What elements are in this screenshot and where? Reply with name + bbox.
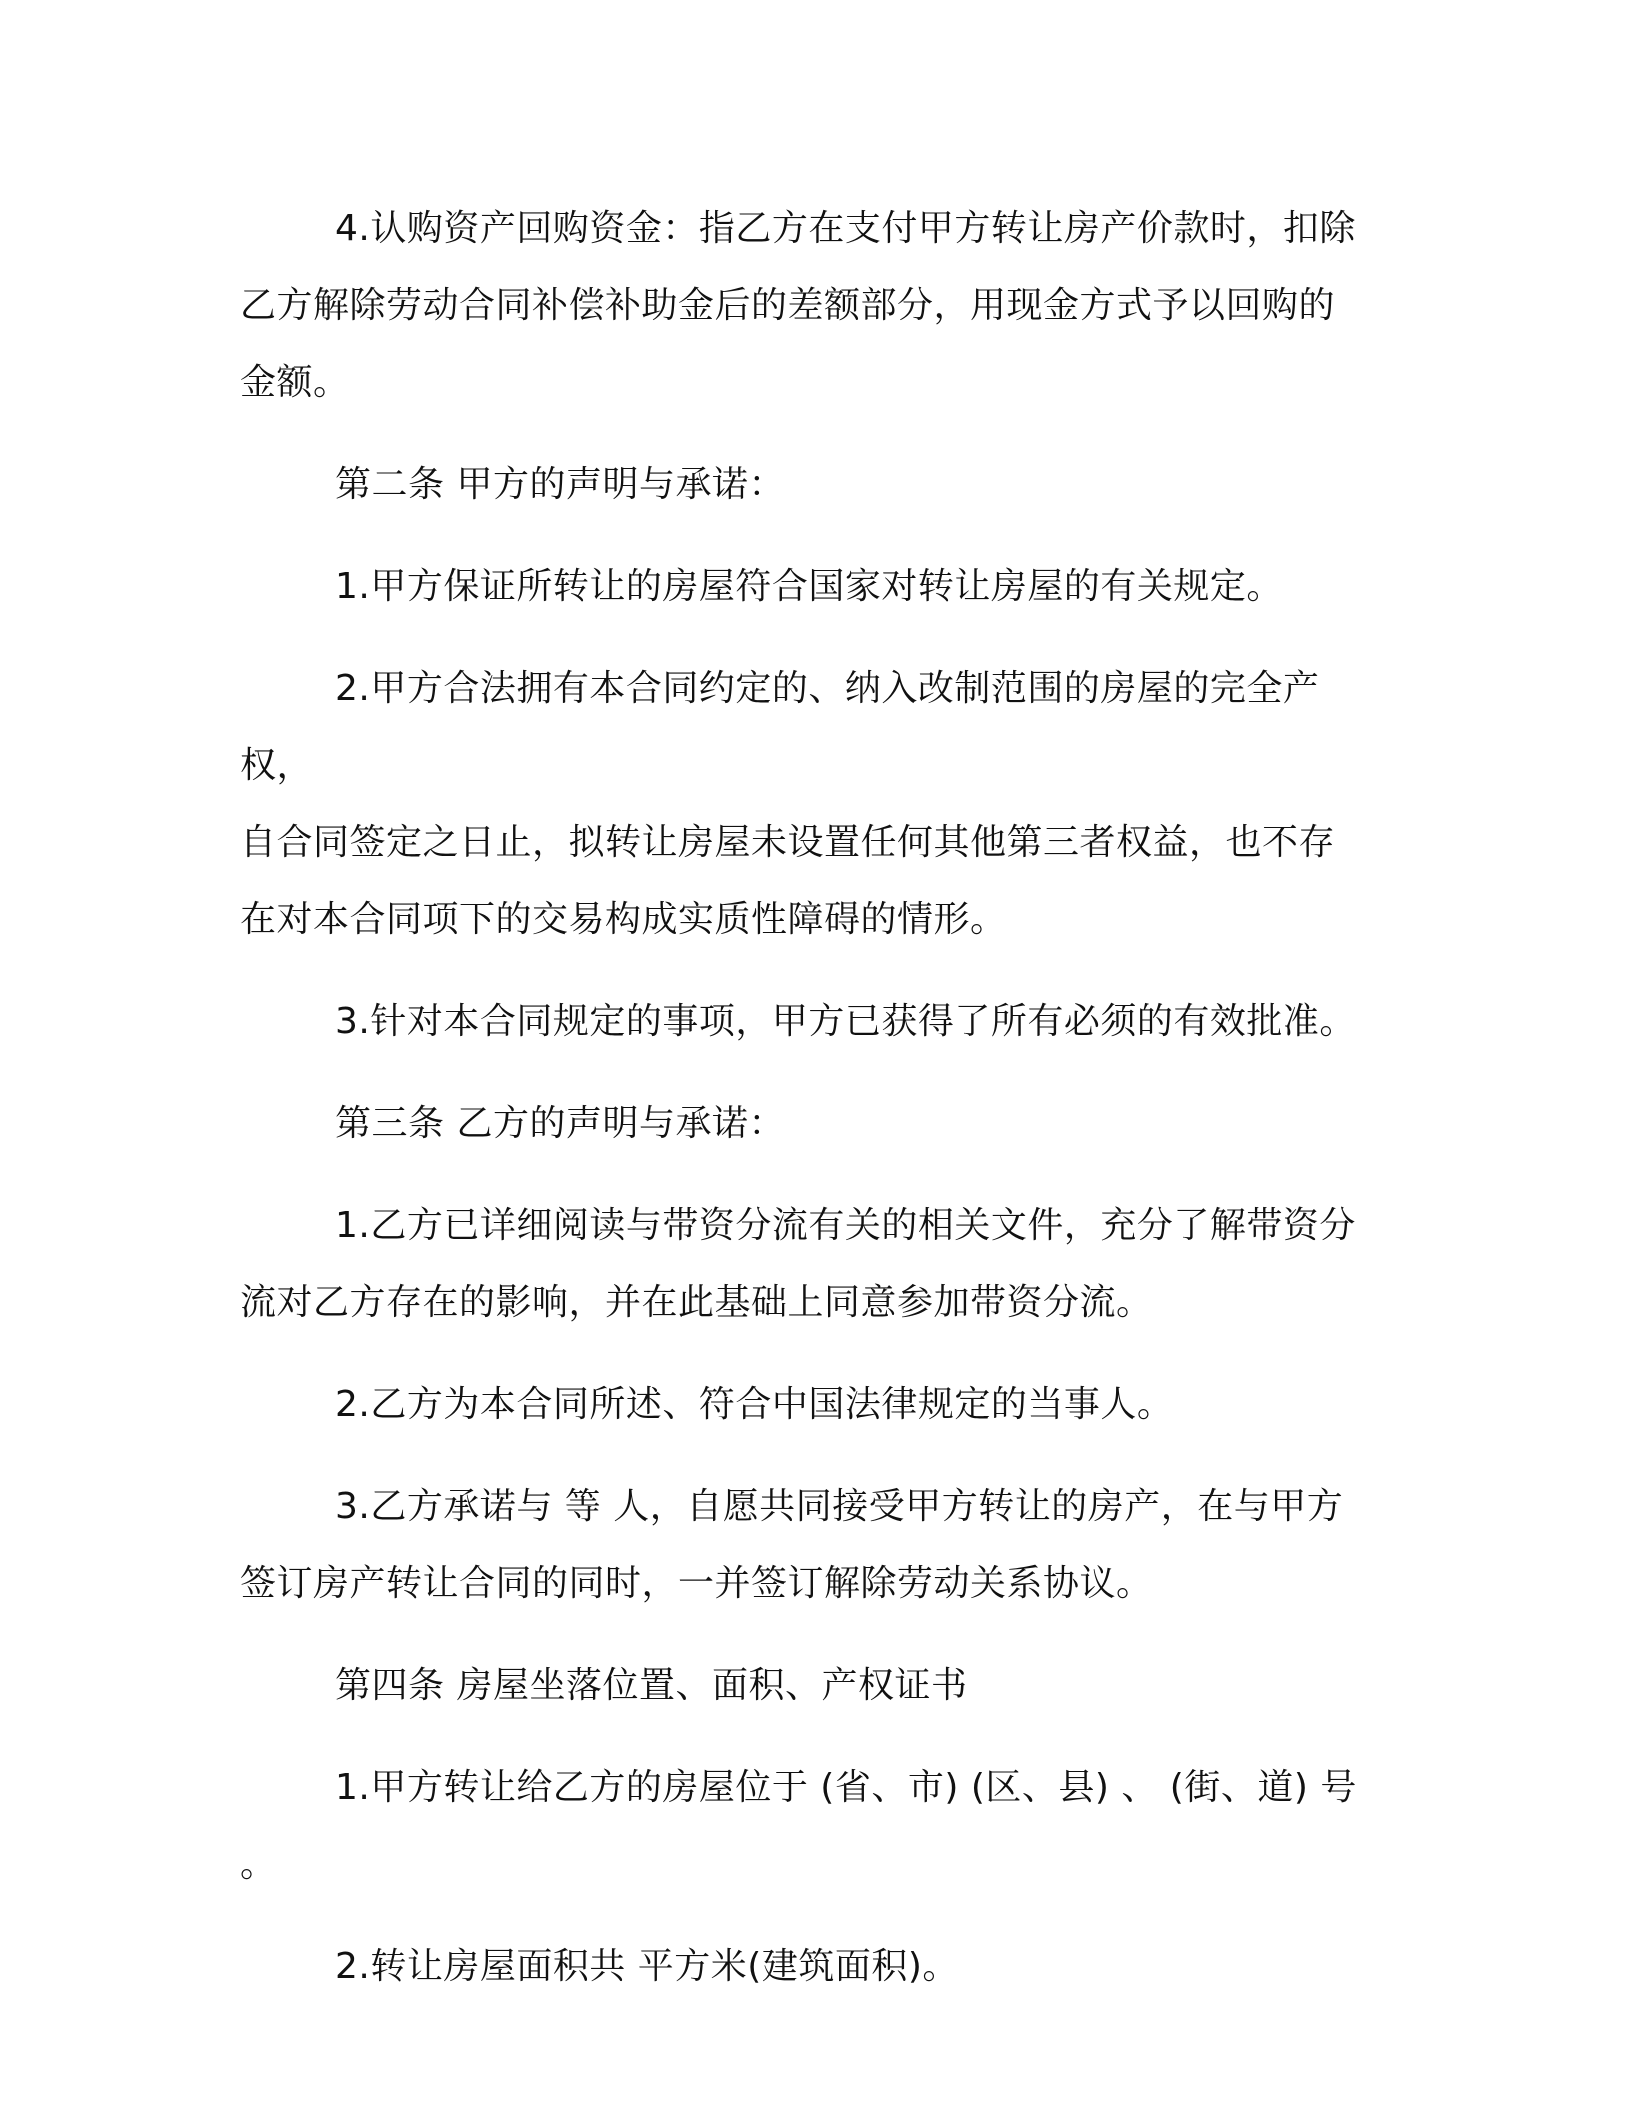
text-line: 4.认购资产回购资金：指乙方在支付甲方转让房产价款时，扣除 [335, 208, 1356, 249]
text-line: 第四条 房屋坐落位置、面积、产权证书 [335, 1665, 968, 1706]
text-line: 自合同签定之日止，拟转让房屋未设置任何其他第三者权益，也不存 [240, 822, 1336, 863]
text-line: 2.甲方合法拥有本合同约定的、纳入改制范围的房屋的完全产权， [240, 668, 1320, 786]
text-line: 3.针对本合同规定的事项，甲方已获得了所有必须的有效批准。 [335, 1001, 1356, 1042]
text-line: 第二条 甲方的声明与承诺： [335, 464, 785, 505]
paragraph-article-2-item-3 [240, 983, 1390, 1060]
text-line: 2.乙方为本合同所述、符合中国法律规定的当事人。 [335, 1384, 1174, 1425]
paragraph-article-4-item-1 [240, 1749, 1390, 1903]
text-line: 流对乙方存在的影响，并在此基础上同意参加带资分流。 [240, 1282, 1153, 1323]
text-line: 1.甲方保证所转让的房屋符合国家对转让房屋的有关规定。 [335, 566, 1283, 607]
text-line: 在对本合同项下的交易构成实质性障碍的情形。 [240, 899, 1007, 940]
paragraph-repurchase-funds [240, 190, 1390, 421]
text-line: 金额。 [240, 362, 350, 403]
paragraph-article-3-item-1 [240, 1187, 1390, 1341]
article-2-heading [240, 446, 1390, 523]
paragraph-article-2-item-1 [240, 548, 1390, 625]
paragraph-article-2-item-2 [240, 650, 1390, 958]
document-body [240, 190, 1390, 2005]
text-line: 3.乙方承诺与 等 人，自愿共同接受甲方转让的房产，在与甲方 [335, 1486, 1344, 1527]
text-line: 1.甲方转让给乙方的房屋位于 (省、市) (区、县) 、 (街、道) 号 。 [240, 1767, 1357, 1885]
paragraph-article-4-item-2 [240, 1928, 1390, 2005]
article-3-heading [240, 1085, 1390, 1162]
text-line: 第三条 乙方的声明与承诺： [335, 1103, 785, 1144]
paragraph-article-3-item-2 [240, 1366, 1390, 1443]
text-line: 1.乙方已详细阅读与带资分流有关的相关文件，充分了解带资分 [335, 1205, 1356, 1246]
article-4-heading [240, 1647, 1390, 1724]
text-line: 2.转让房屋面积共 平方米(建筑面积)。 [335, 1946, 959, 1987]
paragraph-article-3-item-3 [240, 1468, 1390, 1622]
text-line: 乙方解除劳动合同补偿补助金后的差额部分，用现金方式予以回购的 [240, 285, 1336, 326]
text-line: 签订房产转让合同的同时，一并签订解除劳动关系协议。 [240, 1563, 1153, 1604]
